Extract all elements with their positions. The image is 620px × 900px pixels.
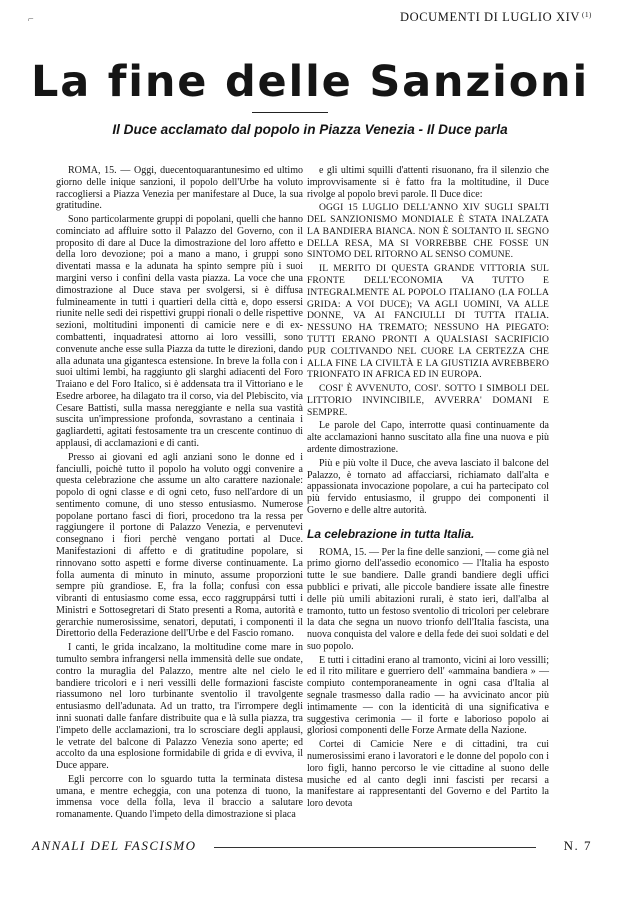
paragraph: Più e più volte il Duce, che aveva lasciato il balcone del Palazzo, è tornato ad affacciarsi, richiamato dall'alta e appassionata invocazione popolare, a cui ha partecipato col più fervido entusiasmo, il gruppo dei componenti il Governo e delle altre autorità.	[307, 457, 549, 516]
margin-mark: ⌐	[28, 14, 34, 25]
paragraph: ROMA, 15. — Per la fine delle sanzioni, — come già nel primo giorno dell'assedio economico — l'Italia ha esposto tutte le sue bandiere. Dalle grandi bandiere degli uffici pubblici e privati, alle piccole bandiere issate alle finestre delle più umili abitazioni rurali, è stato ieri, dall'alba al tramonto, tutto un festoso sventolio di tricolori per celebrare la data che segna un nuovo trionfo dell'Italia fascista, una nuova conquista del valore e della fede dei suoi soldati e del suo popolo.	[307, 546, 549, 652]
footer-rule	[214, 847, 536, 848]
speech-paragraph: IL MERITO DI QUESTA GRANDE VITTORIA SUL FRONTE DELL'ECONOMIA VA TUTTO E INTEGRALMENTE AL POPOLO ITALIANO (LA FOLLA GRIDA: A VOI DUCE); VA AGLI UOMINI, VA ALLE DONNE, VA AI FANCIULLI DI TUTTA ITALIA. NESSUNO HA TREMATO; NESSUNO HA PIEGATO: TUTTI ERANO PRONTI A QUALSIASI SACRIFICIO PUR COLTIVANDO NEL CUORE LA CERTEZZA CHE ALLA FINE LA CIVILTÀ E LA GIUSTIZIA AVREBBERO TRIONFATO IN AFRICA ED IN EUROPA.	[307, 263, 549, 381]
paragraph: I canti, le grida incalzano, la moltitudine come mare in tumulto sembra infrangersi nella immensità delle sue ondate, contro la muraglia del Palazzo, mentre alte nel cielo le bandiere tricolori e i neri vessilli delle formazioni fasciste riassumono nel loro turbinante sventolio il travolgente entusiasmo dell'adunata. Ad un tratto, tra l'irrompere degli inni suonati dalle fanfare distribuite qua e là sulla piazza, tra l'impeto delle acclamazioni, tra lo scrosciare degli applausi, le vetrate del balcone di Palazzo Venezia sono aperte; ed accolto da una esplosione formidabile di grida e di evviva, il Duce appare.	[56, 642, 303, 772]
title-rule	[252, 112, 328, 113]
paragraph: Le parole del Capo, interrotte quasi continuamente da alte acclamazioni hanno suscitato alla fine una nuova e più ardente dimostrazione.	[307, 420, 549, 455]
issue-number: N. 7	[563, 838, 592, 853]
speech-paragraph: OGGI 15 LUGLIO DELL'ANNO XIV SUGLI SPALTI DEL SANZIONISMO MONDIALE È STATA INALZATA LA BANDIERA BIANCA. NON È SOLTANTO IL SEGNO DELLA RESA, MA SI VORREBBE CHE FOSSE UN SINTOMO DEL RITORNO AL SENSO COMUNE.	[307, 202, 549, 261]
page-footer	[32, 838, 592, 854]
paragraph: Sono particolarmente gruppi di popolani, quelli che hanno cominciato ad affluire sotto il Palazzo del Governo, con il proposito di dare al Duce la dimostrazione del loro affetto e della loro devozione; poi a mano a mano, i gruppi sono diventati massa e la adunata ha spinto sempre più i suoi margini verso i confini della vasta piazza. La voce che una dimostrazione al Duce stava per svolgersi, si è diffusa fulmineamente in tutti i quartieri della città e, dopo essersi riunite nelle sedi dei rispettivi gruppi rionali o delle rispettive sezioni, moltitudini imponenti di camicie nere e di ex-combattenti, inquadratesi attorno ai loro vessilli, sono convenute anche esse sulla Piazza da tutte le direzioni, dando alla adunata una gigantesca estensione. In breve la folla con i suoi ultimi lembi, ha raggiunto gli slarghi adiacenti del Foro Traiano e del Foro Italico, si è addensata tra il Vittoriano e le Esedre arboree, ha dilagato tra il corso, via del Plebiscito, via Cesare Battisti, sulla massa nereggiante e nella sua vastità suscita un'impressione profonda, sovrastano a centinaia i gagliardetti, agitati festosamente tra un crescente continuo di applausi, di acclamazioni e di canti.	[56, 214, 303, 449]
left-column	[56, 165, 303, 821]
footnote-mark: (1)	[582, 11, 592, 19]
paragraph: ROMA, 15. — Oggi, duecentoquarantunesimo ed ultimo giorno delle inique sanzioni, il popolo dell'Urbe ha voluto raccogliersi a Piazza Venezia per manifestare al Duce, la sua gratitudine.	[56, 165, 303, 212]
speech-paragraph: COSI' È AVVENUTO, COSI'. SOTTO I SIMBOLI DEL LITTORIO INVINCIBILE, AVVERRA' DOMANI E SEMPRE.	[307, 383, 549, 418]
section-heading: La celebrazione in tutta Italia.	[307, 526, 475, 541]
article-subtitle: Il Duce acclamato dal popolo in Piazza Venezia - Il Duce parla	[112, 122, 508, 137]
running-head	[400, 10, 592, 25]
paragraph: Cortei di Camicie Nere e di cittadini, tra cui numerosissimi erano i lavoratori e le donne del popolo con i loro figli, hanno percorso le vie cittadine al suono delle musiche ed al canto degli inni fascisti per recarsi a manifestare ai rappresentanti del Governo e del Partito la loro devota	[307, 739, 549, 810]
paragraph: E tutti i cittadini erano al tramonto, vicini ai loro vessilli; ed il rito militare e guerriero dell' «ammaina bandiera » — compiuto contemporaneamente in ogni casa d'Italia al segnale trasmesso dalla radio — ha avvicinato ancor più intimamente — con la identicità di una significativa e suggestiva cerimonia — il forte e laborioso popolo ai gloriosi componenti delle Forze Armate della Nazione.	[307, 654, 549, 737]
right-column	[307, 165, 549, 810]
publication-name: ANNALI DEL FASCISMO	[32, 838, 197, 853]
paragraph: Presso ai giovani ed agli anziani sono le donne ed i fanciulli, poichè tutto il popolo ha voluto oggi convenire a questa celebrazione che assume un alto carattere nazionale: popolo di ogni classe e di ogni ceto, fuso nell'ardore di un sentimento comune, di uno stesso entusiasmo. Numerose popolane portano fasci di fiori, procedono tra la ressa per raggiungere il portone di Palazzo Venezia, e pervenutevi consegnano i fiori perchè vengano portati al Duce. Manifestazioni di affetto e di gratitudine popolare, si rinnovano sotto aspetti e forme diverse continuamente. La folla aumenta di minuto in minuto, assume proporzioni sempre più grandiose. E, fra la folla; confusi con essa vibranti di entusiasmo come essa, ecco raggruppársi tutti i Ministri e Sottosegretari di Stato presenti a Roma, autorità e gerarchie numerosissime, senatori, deputati, i componenti il Direttorio della Federazione dell'Urbe e del Fascio romano.	[56, 451, 303, 640]
paragraph: e gli ultimi squilli d'attenti risuonano, fra il silenzio che improvvisamente si è fatto fra la moltitudine, il Duce rivolge al popolo brevi parole. Il Duce dice:	[307, 165, 549, 200]
article-title: La fine delle Sanzioni	[31, 57, 589, 107]
paragraph: Egli percorre con lo sguardo tutta la terminata distesa umana, e mentre echeggia, con una potenza di tuono, la immensa voce della folla, leva il braccio a salutare romanamente. Quando l'impeto della dimostrazione si placa	[56, 773, 303, 821]
running-head-text: DOCUMENTI DI LUGLIO XIV	[399, 10, 581, 24]
